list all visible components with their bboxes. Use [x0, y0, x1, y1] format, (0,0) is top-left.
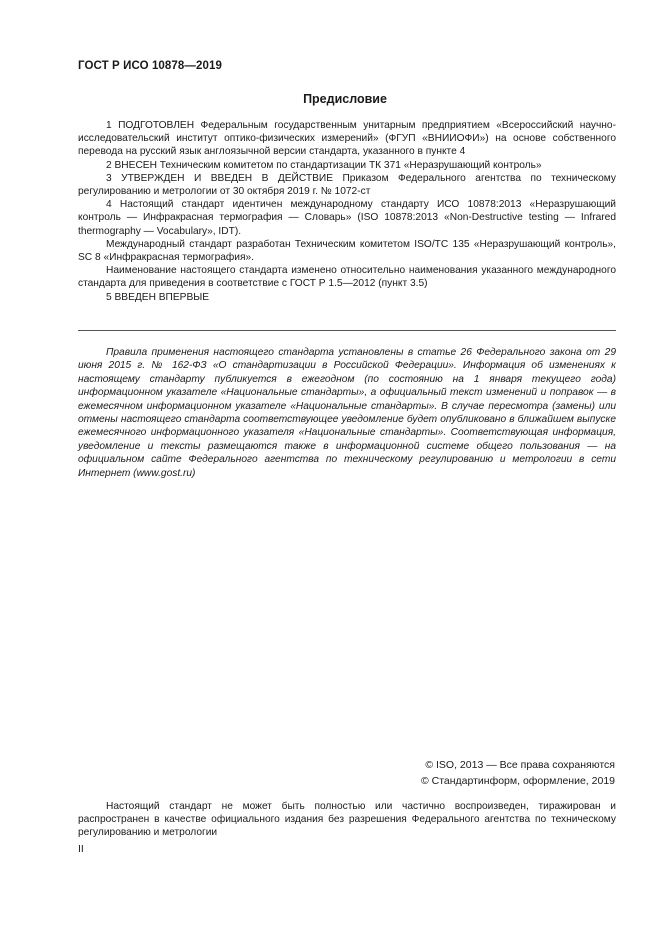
application-rules-notice — [78, 346, 616, 480]
page-number: II — [78, 843, 84, 855]
page-title: Предисловие — [303, 92, 387, 106]
preface-item-4-name-note: Наименование настоящего стандарта изменено относительно наименования указанного международного стандарта для приведения в соответствие с ГОСТ Р 1.5—2012 (пункт 3.5) — [78, 265, 616, 290]
document-header: ГОСТ Р ИСО 10878—2019 — [78, 60, 223, 72]
notice-text: Правила применения настоящего стандарта установлены в статье 26 Федерального закона от 29 июня 2015 г. № 162-ФЗ «О стандартизации в Российской Федерации». Информация об изменениях к настоящему стандарту публикуется в ежегодном (по состоянию на 1 января текущего года) информационном указателе «Национальные стандарты», а официальный текст изменений и поправок — в ежемесячном информационном указателе «Национальные стандарты». В случае пересмотра (замены) или отмены настоящего стандарта соответствующее уведомление будет опубликовано в ближайшем выпуске ежемесячного информационного указателя «Национальные стандарты». Соответствующая информация, уведомление и тексты размещаются также в информационной системе общего пользования — на официальном сайте Федерального агентства по техническому регулированию и метрологии в сети Интернет (www.gost.ru) — [78, 347, 616, 479]
restriction-text: Настоящий стандарт не может быть полностью или частично воспроизведен, тиражирован и распространен в качестве официального издания без разрешения Федерального агентства по техническому регулированию и метрологии — [78, 801, 616, 839]
reproduction-restriction — [78, 800, 616, 840]
preface-item-1: 1 ПОДГОТОВЛЕН Федеральным государственным унитарным предприятием «Всероссийский научно-исследовательский институт оптико-физических измерений» (ФГУП «ВНИИОФИ») на основе собственного перевода на русский язык англоязычной версии стандарта, указанного в пункте 4 — [78, 120, 616, 158]
preface-item-4: 4 Настоящий стандарт идентичен международному стандарту ИСО 10878:2013 «Неразрушающий контроль — Инфракрасная термография — Словарь» (ISO 10878:2013 «Non-Destructive testing — Infrared thermography — Vocabulary», IDT). — [78, 199, 616, 237]
preface-item-4-tc-note: Международный стандарт разработан Техническим комитетом ISO/TC 135 «Неразрушающий контроль», SC 8 «Инфракрасная термография». — [78, 238, 616, 264]
preface-item-5: 5 ВВЕДЕН ВПЕРВЫЕ — [106, 291, 210, 303]
copyright-standartinform: © Стандартинформ, оформление, 2019 — [420, 775, 615, 787]
preface-section — [78, 119, 616, 304]
copyright-iso: © ISO, 2013 — Все права сохраняются — [425, 759, 615, 771]
preface-item-3: 3 УТВЕРЖДЕН И ВВЕДЕН В ДЕЙСТВИЕ Приказом Федерального агентства по техническому регулированию и метрологии от 30 октября 2019 г. № 1072-ст — [78, 172, 616, 198]
section-divider — [78, 330, 616, 331]
preface-item-2: 2 ВНЕСЕН Техническим комитетом по стандартизации ТК 371 «Неразрушающий контроль» — [106, 159, 542, 171]
copyright-block — [421, 757, 615, 789]
